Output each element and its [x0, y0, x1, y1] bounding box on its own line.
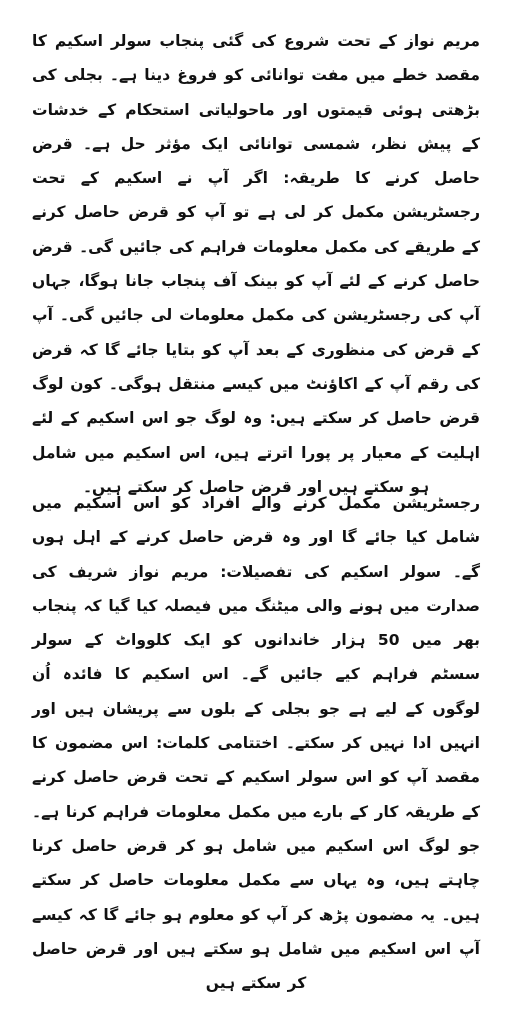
article-paragraph-1: مریم نواز کے تحت شروع کی گئی پنجاب سولر اسکیم کا مقصد خطے میں مفت توانائی کو فروغ دینا ہے۔ بجلی کی بڑھتی ہوئی قیمتوں اور ماحولیاتی استحکام کے خدشات کے پیش نظر، شمسی توانائی ایک مؤثر حل ہے۔ قرض حاصل کرنے کا طریقہ: اگر آپ نے اسکیم کے تحت رجسٹریشن مکمل کر لی ہے تو آپ کو قرض حاصل کرنے کے طریقے کی مکمل معلومات فراہم کی جائیں گی۔ قرض حاصل کرنے کے لئے آپ کو بینک آف پنجاب جانا ہوگا، جہاں آپ کی رجسٹریشن کی مکمل معلومات لی جائیں گی۔ آپ کے قرض کی منظوری کے بعد آپ کو بتایا جائے گا کہ قرض کی رقم آپ کے اکاؤنٹ میں کیسے منتقل ہوگی۔ کون لوگ قرض حاصل کر سکتے ہیں: وہ لوگ جو اس اسکیم کے لئے اہلیت کے معیار پر پورا اترتے ہیں، اس اسکیم میں شامل ہو سکتے ہیں اور قرض حاصل کر سکتے ہیں۔: [32, 32, 480, 496]
article-paragraph-2: رجسٹریشن مکمل کرنے والے افراد کو اس اسکیم میں شامل کیا جائے گا اور وہ قرض حاصل کرنے کے اہل ہوں گے۔ سولر اسکیم کی تفصیلات: مریم نواز شریف کی صدارت میں ہونے والی میٹنگ میں فیصلہ کیا گیا کہ پنجاب بھر میں 50 ہزار خاندانوں کو ایک کلوواٹ کے سولر سسٹم فراہم کیے جائیں گے۔ اس اسکیم کا فائدہ اُن لوگوں کے لیے ہے جو بجلی کے بلوں سے پریشان ہیں اور انہیں ادا نہیں کر سکتے۔ اختتامی کلمات: اس مضمون کا مقصد آپ کو اس سولر اسکیم کے تحت قرض حاصل کرنے کے طریقہ کار کے بارے میں مکمل معلومات فراہم کرنا ہے۔ جو لوگ اس اسکیم میں شامل ہو کر قرض حاصل کرنا چاہتے ہیں، وہ یہاں سے مکمل معلومات حاصل کر سکتے ہیں۔ یہ مضمون پڑھ کر آپ کو معلوم ہو جائے گا کہ کیسے آپ اس اسکیم میں شامل ہو سکتے ہیں اور قرض حاصل کر سکتے ہیں: [32, 494, 481, 993]
